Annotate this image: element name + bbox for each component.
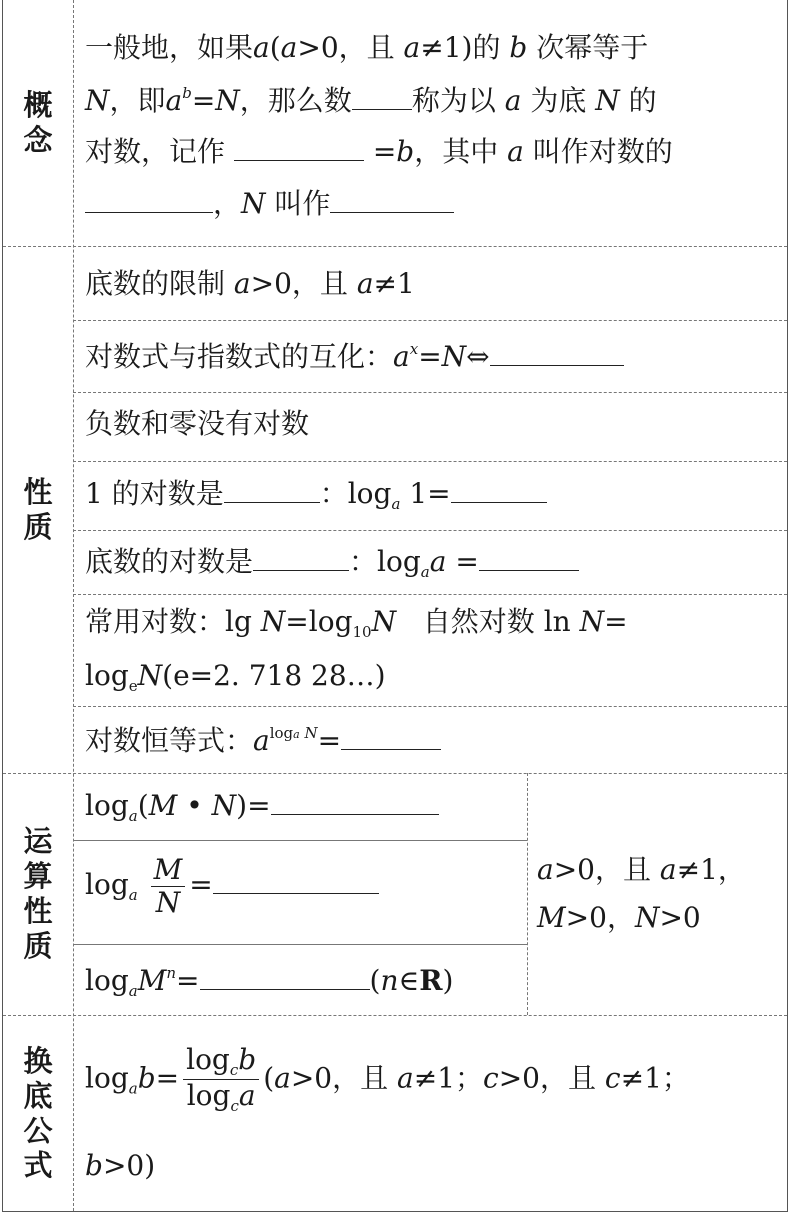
blank[interactable] [490,364,624,366]
rule-product: $\log_a(M$ • N)= [85,792,439,824]
header-change-of-base: 换 底 公 式 [23,1043,53,1183]
property-common-natural-log-line-1: 常用对数：$\lg N=\log_{10}N$ 自然对数 ln N= [85,605,628,641]
blank[interactable] [234,159,364,161]
row-divider [73,706,787,707]
concept-line-1: 一般地，如果a(a>0，且 a≠1)的 b 次幂等于 [85,31,649,64]
property-identity: 对数恒等式：$a^{loga N}=$ [85,726,441,755]
property-log-of-base: 底数的对数是 ：$\log_aa$ = [85,548,579,580]
property-common-natural-log-line-2: $\log_eN(e=2$. 718 28…) [85,659,386,695]
property-conversion: 对数式与指数式的互化：$a^x=N\Leftrightarrow$ [85,342,624,371]
row-divider [73,840,527,841]
blank[interactable] [213,892,379,894]
property-no-log-nonpositive: 负数和零没有对数 [85,407,310,440]
blank[interactable] [341,748,441,750]
rule-quotient: $\log_a$ $\frac{M}{N}$ = [85,854,379,919]
property-base-limit: 底数的限制 a>0，且 a≠1 [85,267,415,300]
logarithm-summary-table [2,0,788,1212]
row-divider [73,320,787,321]
concept-line-3: 对数，记作 =b，其中 a 叫作对数的 [85,135,673,168]
blank[interactable] [451,501,547,503]
rule-conditions-line-2: M>0，N>0 [537,901,701,934]
blank[interactable] [479,569,579,571]
blank[interactable] [253,569,349,571]
blank[interactable] [200,988,370,990]
property-log-of-one: 1 的对数是 ：$\log_a 1=$ [85,480,547,512]
concept-line-4: ，N 叫作 [85,190,454,218]
row-divider [73,944,527,945]
change-of-base-condition-tail: b>0) [85,1149,156,1182]
header-concept: 概 念 [23,88,53,157]
row-divider [73,392,787,393]
fraction-m-over-n: $\frac{M}{N}$ [151,854,186,919]
rule-conditions-line-1: a>0，且 a≠1， [537,853,746,886]
section-divider [3,773,787,774]
rule-power: $\log_aM^n=$ (n∈R) [85,964,454,1000]
blank[interactable] [271,813,439,815]
concept-line-2: N，即$a^b=N$，那么数 称为以 a 为底 N 的 [85,84,657,117]
row-divider [73,530,787,531]
condition-column-divider [527,773,528,1015]
column-divider [73,0,74,1211]
section-divider [3,246,787,247]
change-of-base-formula: $\log_ab=$ $\frac{\log_cb}{\log_ca}$ (a>0，且 a≠1；c>0，且 c≠1； [85,1043,690,1116]
blank[interactable] [352,108,412,110]
row-divider [73,461,787,462]
section-divider [3,1015,787,1016]
row-divider [73,594,787,595]
fraction-change-of-base: $\frac{\log_cb}{\log_ca}$ [183,1044,259,1116]
blank[interactable] [85,211,213,213]
blank[interactable] [330,211,454,213]
blank[interactable] [224,501,320,503]
header-properties: 性 质 [23,474,53,544]
header-operation-properties: 运 算 性 质 [23,824,53,963]
